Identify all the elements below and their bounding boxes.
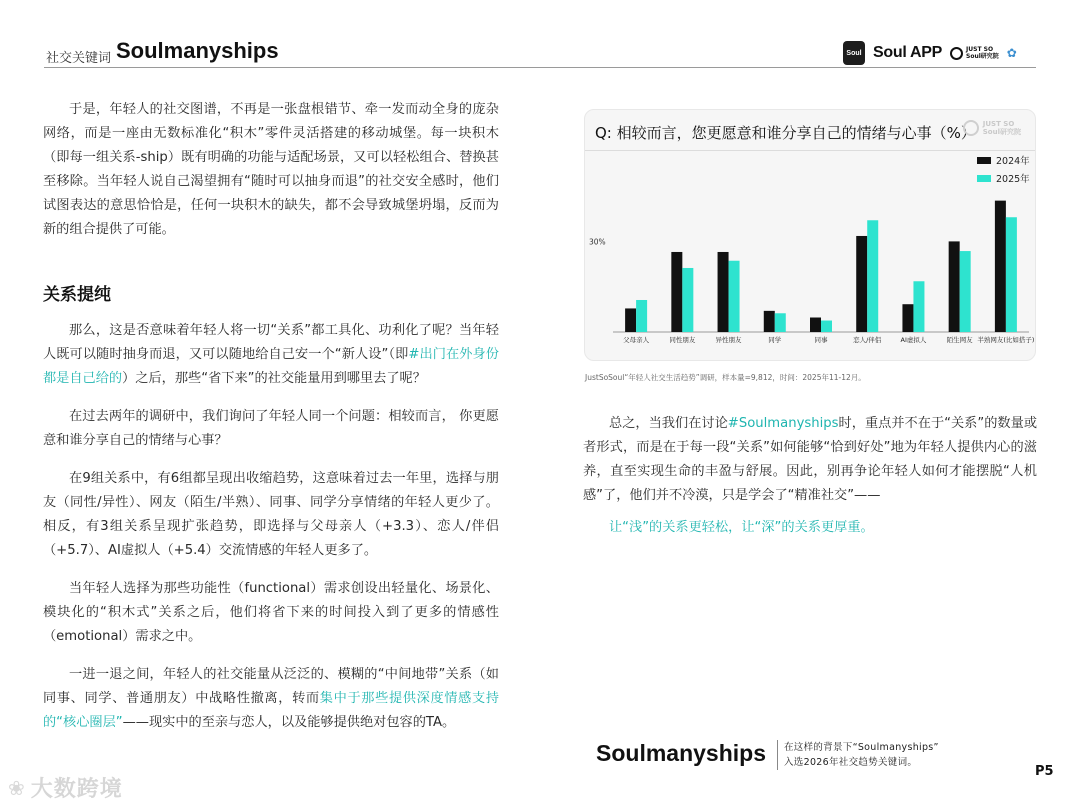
soulmanyships-hashtag: #Soulmanyships (727, 416, 839, 431)
header-divider (44, 67, 1036, 68)
bar-2024 (995, 201, 1006, 332)
x-tick-label: 同事 (814, 336, 828, 344)
x-tick-label: AI虚拟人 (900, 336, 927, 344)
corner-watermark-text: 大数跨境 (30, 777, 123, 802)
watermark-icon: ❀ (8, 775, 25, 800)
bar-2024 (625, 308, 636, 332)
footer-separator (777, 740, 778, 770)
bar-2025 (682, 268, 693, 332)
bar-2024 (764, 311, 775, 332)
legend-label: 2024年 (996, 156, 1030, 167)
body-paragraph-6: 一进一退之间，年轻人的社交能量从泛泛的、模糊的“中间地带”关系（如同事、同学、普通朋友）中战略性撤离，转而集中于那些提供深度情感支持的“核心圈层”——现实中的至亲与恋人，以及能够提供绝对包容的TA。 (43, 667, 500, 730)
bar-2024 (810, 318, 821, 332)
partner-logo (1007, 47, 1017, 59)
justso-mark-icon (950, 47, 963, 60)
body-paragraph-2: 那么，这是否意味着年轻人将一切“关系”都工具化、功利化了呢？当年轻人既可以随时抽身而退，又可以随地给自己安一个“新人设”（即#出门在外身份都是自己给的）之后，那些“省下来”的社交能量用到哪里去了呢？ (43, 323, 499, 386)
bar-2024 (718, 252, 729, 332)
x-tick-label: 陌生网友 (946, 336, 973, 344)
footer-caption (784, 740, 939, 770)
soul-app-logo-text: Soul APP (873, 44, 943, 61)
justso-logo-line2: Soul研究院 (966, 53, 999, 60)
legend-swatch (977, 175, 991, 182)
closing-line: 让“浅”的关系更轻松，让“深”的关系更厚重。 (609, 520, 874, 535)
body-paragraph-5: 当年轻人选择为那些功能性（functional）需求创设出轻量化、场景化、模块化的“积木式”关系之后，他们将省下来的时间投入到了更多的情感性（emotional）需求之中。 (43, 581, 499, 644)
x-tick-label: 异性朋友 (715, 336, 742, 344)
justso-logo-line1: JUST SO (966, 46, 994, 53)
conclusion-paragraph: 总之，当我们在讨论#Soulmanyships时，重点并不在于“关系”的数量或者形式，而是在于每一段“关系”如何能够“恰到好处”地为年轻人提供内心的滋养，直至实现生命的丰盈与舒展。因此，别再争论年轻人如何才能摆脱“人机感”了，他们并不冷漠，只是学会了“精准社交”—— (583, 416, 1038, 503)
page-header (0, 0, 1080, 70)
x-tick-label: 恋人/伴侣 (853, 336, 882, 344)
bar-2025 (729, 261, 740, 332)
bar-2025 (1006, 217, 1017, 332)
body-paragraph-3: 在过去两年的调研中，我们询问了年轻人同一个问题：相较而言， 你更愿意和谁分享自己的情绪与心事？ (43, 409, 499, 448)
right-column (583, 412, 1037, 535)
partner-logo-icon: ✿ (1006, 46, 1017, 60)
legend-label: 2025年 (996, 174, 1030, 185)
core-circle-highlight: 集中于那些提供深度情感支持的“核心圈层” (43, 691, 500, 730)
hashtag-highlight: #出门在外身份都是自己给的 (43, 347, 499, 386)
x-tick-label: 半熟网友(比如搭子) (977, 336, 1035, 344)
chart-watermark: JUST SO Soul研究院 (963, 120, 1021, 136)
soul-app-icon (843, 41, 865, 65)
left-column (43, 98, 499, 735)
header-logos (843, 40, 1017, 66)
bar-2025 (867, 220, 878, 332)
bar-2025 (821, 321, 832, 332)
header-title: Soulmanyships (116, 38, 279, 63)
body-paragraph-4: 在9组关系中，有6组都呈现出收缩趋势，这意味着过去一年里，选择与朋友（同性/异性）、网友（陌生/半熟）、同事、同学分享情绪的年轻人更少了。相反，有3组关系呈现扩张趋势，即选择与父母亲人（+3.3）、恋人/伴侣（+5.7）、AI虚拟人（+5.4）交流情感的年轻人更多了。 (43, 471, 499, 558)
justso-logo (950, 46, 999, 60)
chart-source: JustSoSoul“年轻人社交生活趋势”调研，样本量=9,812，时间：2025年11-12月。 (585, 373, 866, 382)
soul-icon-text: Soul (846, 49, 862, 57)
body-paragraph-1: 于是，年轻人的社交图谱，不再是一张盘根错节、牵一发而动全身的庞杂网络，而是一座由无数标准化“积木”零件灵活搭建的移动城堡。每一块积木（即每一组关系-ship）既有明确的功能与适配场景，又可以轻松组合、替换甚至移除。当年轻人说自己渴望拥有“随时可以抽身而退”的社交安全感时，他们试图表达的意思恰恰是，任何一块积木的缺失，都不会导致城堡坍塌，反而为新的组合提供了可能。 (43, 102, 499, 237)
chart-card (584, 109, 1036, 361)
footer-brand: Soulmanyships (596, 740, 766, 766)
x-tick-label: 父母亲人 (623, 336, 650, 344)
bar-2024 (902, 304, 913, 332)
bar-2025 (960, 251, 971, 332)
bar-2024 (671, 252, 682, 332)
corner-watermark (8, 772, 123, 803)
bar-2025 (636, 300, 647, 332)
bar-2024 (949, 241, 960, 332)
y-tick-label: 30% (589, 237, 606, 247)
x-tick-label: 同学 (768, 336, 782, 344)
section-heading: 关系提纯 (43, 285, 111, 305)
footer-caption-line2: 入选2026年社交趋势关键词。 (784, 757, 918, 768)
header-keyword-label: 社交关键词 (46, 51, 112, 66)
legend-swatch (977, 157, 991, 164)
bar-2025 (913, 281, 924, 332)
bar-chart (585, 151, 1035, 356)
bar-2025 (775, 313, 786, 332)
justso-watermark-icon (963, 120, 979, 136)
page-number: P5 (1035, 764, 1054, 779)
footer-caption-line1: 在这样的背景下“Soulmanyships” (784, 742, 939, 753)
chart-title: Q: 相较而言，您更愿意和谁分享自己的情绪与心事（%） (595, 124, 976, 142)
bar-2024 (856, 236, 867, 332)
x-tick-label: 同性朋友 (669, 336, 696, 344)
